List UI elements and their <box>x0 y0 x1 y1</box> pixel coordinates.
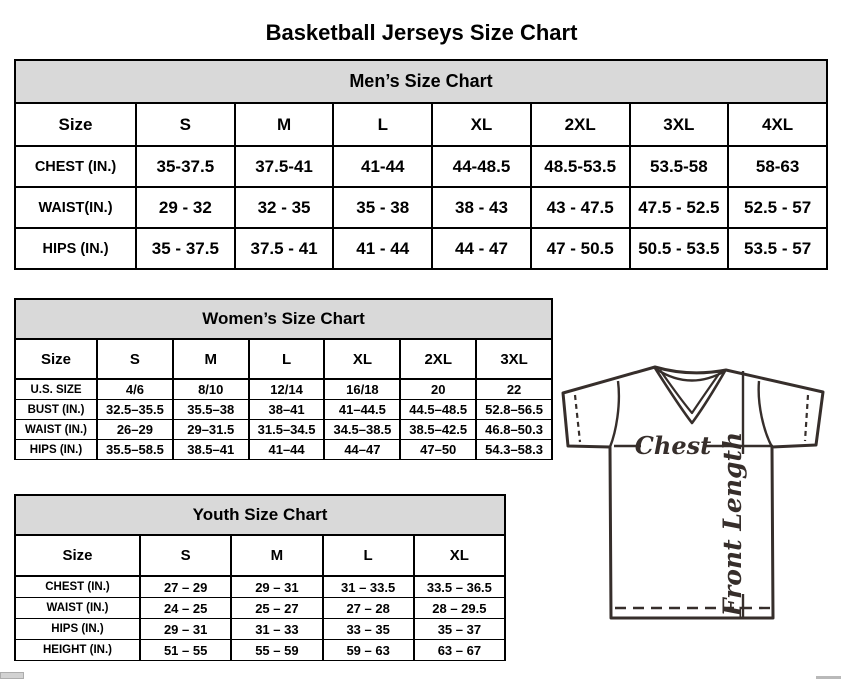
youth-value-cell: 29 – 31 <box>140 619 231 640</box>
youth-column-header-m: M <box>231 535 322 576</box>
mens-value-cell: 35 - 37.5 <box>136 228 235 269</box>
womens-value-cell: 44.5–48.5 <box>400 400 476 420</box>
youth-column-header-s: S <box>140 535 231 576</box>
mens-measurement-row <box>15 146 827 187</box>
womens-value-cell: 32.5–35.5 <box>97 400 173 420</box>
womens-column-header-3xl: 3XL <box>476 339 552 379</box>
womens-value-cell: 54.3–58.3 <box>476 440 552 460</box>
womens-row-label: WAIST (IN.) <box>15 420 97 440</box>
mens-value-cell: 53.5 - 57 <box>728 228 827 269</box>
mens-value-cell: 37.5-41 <box>235 146 334 187</box>
youth-size-chart-section <box>14 494 506 661</box>
youth-value-cell: 59 – 63 <box>323 640 414 661</box>
youth-value-cell: 28 – 29.5 <box>414 598 505 619</box>
mens-row-label: CHEST (IN.) <box>15 146 136 187</box>
womens-column-header-m: M <box>173 339 249 379</box>
youth-measurement-row <box>15 619 505 640</box>
mens-column-header-3xl: 3XL <box>630 103 729 146</box>
mens-column-header-xl: XL <box>432 103 531 146</box>
jersey-armhole-left <box>610 381 619 447</box>
womens-value-cell: 22 <box>476 379 552 400</box>
youth-row-label: HIPS (IN.) <box>15 619 140 640</box>
youth-value-cell: 27 – 28 <box>323 598 414 619</box>
mens-value-cell: 44 - 47 <box>432 228 531 269</box>
mens-value-cell: 47 - 50.5 <box>531 228 630 269</box>
womens-measurement-row <box>15 420 552 440</box>
womens-value-cell: 31.5–34.5 <box>249 420 325 440</box>
mens-value-cell: 37.5 - 41 <box>235 228 334 269</box>
youth-column-header-l: L <box>323 535 414 576</box>
womens-value-cell: 38.5–42.5 <box>400 420 476 440</box>
womens-column-header-xl: XL <box>324 339 400 379</box>
youth-chart-title: Youth Size Chart <box>14 494 506 534</box>
mens-value-cell: 32 - 35 <box>235 187 334 228</box>
mens-column-header-2xl: 2XL <box>531 103 630 146</box>
youth-value-cell: 31 – 33 <box>231 619 322 640</box>
youth-size-table <box>14 534 506 661</box>
mens-value-cell: 58-63 <box>728 146 827 187</box>
womens-column-header-l: L <box>249 339 325 379</box>
womens-value-cell: 16/18 <box>324 379 400 400</box>
womens-value-cell: 52.8–56.5 <box>476 400 552 420</box>
womens-measurement-row <box>15 379 552 400</box>
youth-measurement-row <box>15 576 505 598</box>
mens-value-cell: 50.5 - 53.5 <box>630 228 729 269</box>
youth-value-cell: 51 – 55 <box>140 640 231 661</box>
youth-value-cell: 35 – 37 <box>414 619 505 640</box>
youth-value-cell: 24 – 25 <box>140 598 231 619</box>
womens-value-cell: 44–47 <box>324 440 400 460</box>
womens-measurement-row <box>15 400 552 420</box>
youth-value-cell: 29 – 31 <box>231 576 322 598</box>
mens-column-header-m: M <box>235 103 334 146</box>
womens-value-cell: 38.5–41 <box>173 440 249 460</box>
womens-row-label: HIPS (IN.) <box>15 440 97 460</box>
mens-value-cell: 41-44 <box>333 146 432 187</box>
womens-value-cell: 29–31.5 <box>173 420 249 440</box>
front-length-measure-label: Front Length <box>718 431 747 617</box>
womens-value-cell: 46.8–50.3 <box>476 420 552 440</box>
mens-column-header-size: Size <box>15 103 136 146</box>
mens-value-cell: 41 - 44 <box>333 228 432 269</box>
mens-column-header-s: S <box>136 103 235 146</box>
mens-value-cell: 44-48.5 <box>432 146 531 187</box>
womens-measurement-row <box>15 440 552 460</box>
womens-size-chart-section <box>14 298 553 460</box>
youth-column-header-size: Size <box>15 535 140 576</box>
mens-value-cell: 47.5 - 52.5 <box>630 187 729 228</box>
womens-row-label: U.S. SIZE <box>15 379 97 400</box>
womens-column-header-size: Size <box>15 339 97 379</box>
mens-row-label: HIPS (IN.) <box>15 228 136 269</box>
mens-row-label: WAIST(IN.) <box>15 187 136 228</box>
mens-size-table <box>14 102 828 270</box>
womens-value-cell: 38–41 <box>249 400 325 420</box>
womens-column-header-s: S <box>97 339 173 379</box>
mens-header-row <box>15 103 827 146</box>
mens-measurement-row <box>15 187 827 228</box>
jersey-body-outline <box>563 367 823 618</box>
womens-value-cell: 35.5–58.5 <box>97 440 173 460</box>
youth-value-cell: 33.5 – 36.5 <box>414 576 505 598</box>
mens-value-cell: 53.5-58 <box>630 146 729 187</box>
womens-value-cell: 34.5–38.5 <box>324 420 400 440</box>
mens-measurement-row <box>15 228 827 269</box>
womens-chart-title: Women’s Size Chart <box>14 298 553 338</box>
womens-value-cell: 20 <box>400 379 476 400</box>
jersey-diagram-svg <box>553 360 843 650</box>
mens-value-cell: 48.5-53.5 <box>531 146 630 187</box>
page-title: Basketball Jerseys Size Chart <box>265 19 578 45</box>
jersey-measurement-diagram <box>553 360 843 650</box>
womens-value-cell: 35.5–38 <box>173 400 249 420</box>
mens-value-cell: 35 - 38 <box>333 187 432 228</box>
mens-value-cell: 35-37.5 <box>136 146 235 187</box>
womens-value-cell: 4/6 <box>97 379 173 400</box>
youth-header-row <box>15 535 505 576</box>
womens-value-cell: 8/10 <box>173 379 249 400</box>
womens-value-cell: 41–44.5 <box>324 400 400 420</box>
youth-column-header-xl: XL <box>414 535 505 576</box>
youth-row-label: WAIST (IN.) <box>15 598 140 619</box>
womens-value-cell: 47–50 <box>400 440 476 460</box>
mens-column-header-l: L <box>333 103 432 146</box>
mens-value-cell: 38 - 43 <box>432 187 531 228</box>
youth-measurement-row <box>15 598 505 619</box>
chest-measure-label: Chest <box>634 431 712 460</box>
mens-size-chart-section <box>14 59 828 270</box>
horizontal-scrollbar-fragment-left[interactable] <box>0 672 24 679</box>
jersey-cuff-dash-right <box>805 395 808 441</box>
youth-value-cell: 27 – 29 <box>140 576 231 598</box>
youth-value-cell: 63 – 67 <box>414 640 505 661</box>
youth-row-label: HEIGHT (IN.) <box>15 640 140 661</box>
mens-chart-title: Men’s Size Chart <box>14 59 828 102</box>
womens-column-header-2xl: 2XL <box>400 339 476 379</box>
mens-value-cell: 52.5 - 57 <box>728 187 827 228</box>
jersey-cuff-dash-left <box>575 395 580 442</box>
womens-size-table <box>14 338 553 460</box>
youth-measurement-row <box>15 640 505 661</box>
youth-value-cell: 25 – 27 <box>231 598 322 619</box>
womens-row-label: BUST (IN.) <box>15 400 97 420</box>
womens-value-cell: 26–29 <box>97 420 173 440</box>
mens-column-header-4xl: 4XL <box>728 103 827 146</box>
mens-value-cell: 29 - 32 <box>136 187 235 228</box>
youth-value-cell: 31 – 33.5 <box>323 576 414 598</box>
womens-value-cell: 12/14 <box>249 379 325 400</box>
jersey-armhole-right <box>759 381 772 447</box>
womens-value-cell: 41–44 <box>249 440 325 460</box>
womens-header-row <box>15 339 552 379</box>
youth-value-cell: 33 – 35 <box>323 619 414 640</box>
youth-row-label: CHEST (IN.) <box>15 576 140 598</box>
mens-value-cell: 43 - 47.5 <box>531 187 630 228</box>
youth-value-cell: 55 – 59 <box>231 640 322 661</box>
